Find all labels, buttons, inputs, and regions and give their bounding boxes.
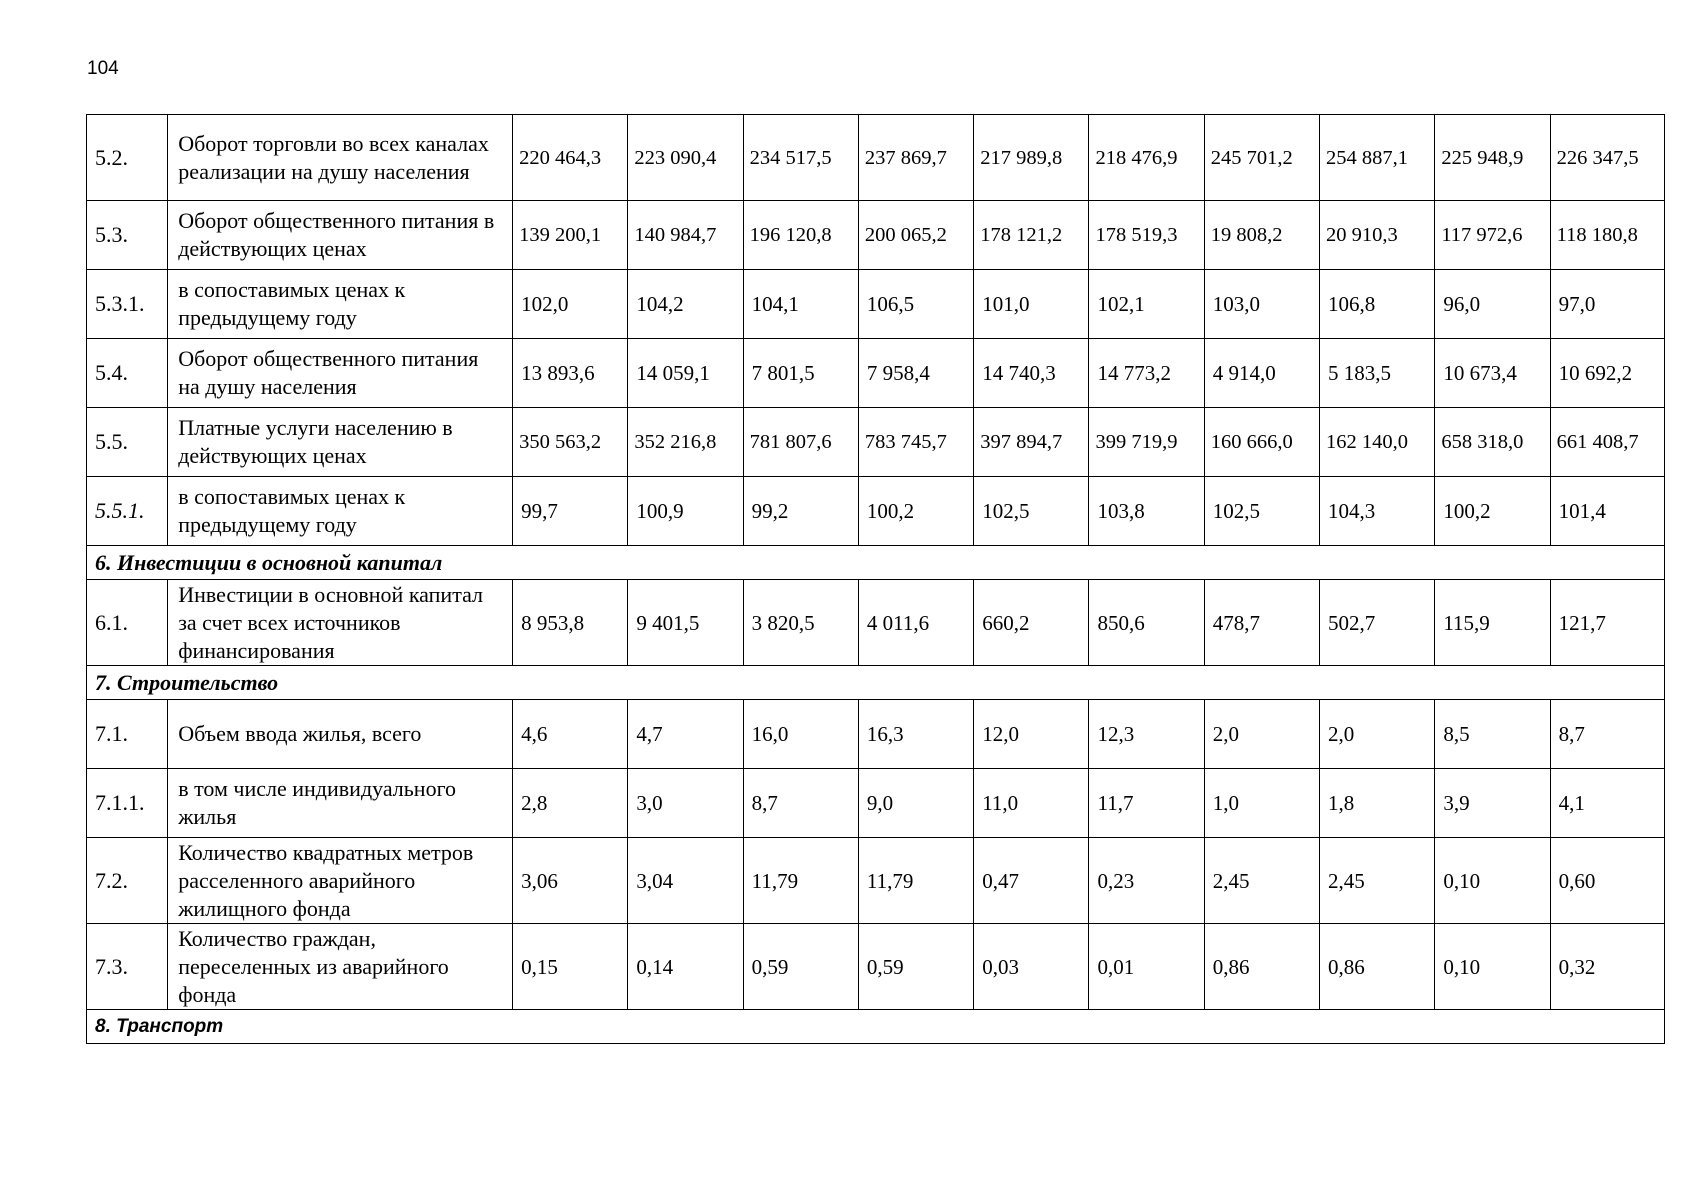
value-cell: 5 183,5 <box>1320 339 1435 408</box>
row-description: в сопоставимых ценах к предыдущему году <box>168 270 513 339</box>
value-cell: 254 887,1 <box>1320 115 1435 201</box>
table-row <box>87 477 1665 546</box>
value-cell: 237 869,7 <box>858 115 973 201</box>
table-row <box>87 339 1665 408</box>
value-cell: 245 701,2 <box>1204 115 1319 201</box>
value-cell: 103,8 <box>1089 477 1204 546</box>
value-cell: 97,0 <box>1550 270 1664 339</box>
value-cell: 3,0 <box>628 769 743 838</box>
value-cell: 121,7 <box>1550 580 1664 666</box>
value-cell: 102,5 <box>974 477 1089 546</box>
value-cell: 2,45 <box>1204 838 1319 924</box>
value-cell: 196 120,8 <box>743 201 858 270</box>
value-cell: 220 464,3 <box>513 115 628 201</box>
table-row <box>87 580 1665 666</box>
value-cell: 96,0 <box>1435 270 1550 339</box>
row-description: Количество граждан, переселенных из аварийного фонда <box>168 924 513 1010</box>
value-cell: 0,86 <box>1204 924 1319 1010</box>
row-description: Инвестиции в основной капитал за счет всех источников финансирования <box>168 580 513 666</box>
row-description: Оборот общественного питания на душу населения <box>168 339 513 408</box>
value-cell: 10 692,2 <box>1550 339 1664 408</box>
table-row <box>87 408 1665 477</box>
row-number: 5.5.1. <box>87 477 168 546</box>
row-number: 5.4. <box>87 339 168 408</box>
page-number: 104 <box>87 58 119 79</box>
value-cell: 19 808,2 <box>1204 201 1319 270</box>
value-cell: 3 820,5 <box>743 580 858 666</box>
value-cell: 14 740,3 <box>974 339 1089 408</box>
value-cell: 10 673,4 <box>1435 339 1550 408</box>
value-cell: 16,0 <box>743 700 858 769</box>
section-heading-transport: 8. Транспорт <box>87 1010 1665 1044</box>
value-cell: 0,23 <box>1089 838 1204 924</box>
value-cell: 352 216,8 <box>628 408 743 477</box>
row-number: 7.1.1. <box>87 769 168 838</box>
value-cell: 658 318,0 <box>1435 408 1550 477</box>
row-number: 6.1. <box>87 580 168 666</box>
value-cell: 117 972,6 <box>1435 201 1550 270</box>
row-description: Оборот торговли во всех каналах реализации на душу населения <box>168 115 513 201</box>
value-cell: 102,0 <box>513 270 628 339</box>
value-cell: 3,06 <box>513 838 628 924</box>
value-cell: 0,32 <box>1550 924 1664 1010</box>
table-row <box>87 838 1665 924</box>
value-cell: 11,0 <box>974 769 1089 838</box>
value-cell: 4,6 <box>513 700 628 769</box>
value-cell: 103,0 <box>1204 270 1319 339</box>
row-description: Объем ввода жилья, всего <box>168 700 513 769</box>
value-cell: 99,7 <box>513 477 628 546</box>
value-cell: 2,0 <box>1204 700 1319 769</box>
row-number: 5.5. <box>87 408 168 477</box>
value-cell: 0,59 <box>743 924 858 1010</box>
value-cell: 14 773,2 <box>1089 339 1204 408</box>
value-cell: 350 563,2 <box>513 408 628 477</box>
value-cell: 8,7 <box>743 769 858 838</box>
value-cell: 4 011,6 <box>858 580 973 666</box>
value-cell: 0,14 <box>628 924 743 1010</box>
value-cell: 118 180,8 <box>1550 201 1664 270</box>
value-cell: 13 893,6 <box>513 339 628 408</box>
table-row <box>87 769 1665 838</box>
table-row <box>87 201 1665 270</box>
value-cell: 0,01 <box>1089 924 1204 1010</box>
row-description: Количество квадратных метров расселенного аварийного жилищного фонда <box>168 838 513 924</box>
value-cell: 178 121,2 <box>974 201 1089 270</box>
value-cell: 7 958,4 <box>858 339 973 408</box>
value-cell: 100,2 <box>858 477 973 546</box>
value-cell: 223 090,4 <box>628 115 743 201</box>
value-cell: 101,0 <box>974 270 1089 339</box>
value-cell: 661 408,7 <box>1550 408 1664 477</box>
value-cell: 20 910,3 <box>1320 201 1435 270</box>
value-cell: 4 914,0 <box>1204 339 1319 408</box>
value-cell: 7 801,5 <box>743 339 858 408</box>
value-cell: 106,5 <box>858 270 973 339</box>
value-cell: 660,2 <box>974 580 1089 666</box>
value-cell: 9 401,5 <box>628 580 743 666</box>
value-cell: 160 666,0 <box>1204 408 1319 477</box>
value-cell: 178 519,3 <box>1089 201 1204 270</box>
data-table <box>86 114 1665 1044</box>
value-cell: 11,79 <box>858 838 973 924</box>
value-cell: 115,9 <box>1435 580 1550 666</box>
value-cell: 104,2 <box>628 270 743 339</box>
value-cell: 0,59 <box>858 924 973 1010</box>
value-cell: 226 347,5 <box>1550 115 1664 201</box>
value-cell: 11,7 <box>1089 769 1204 838</box>
row-description: Оборот общественного питания в действующих ценах <box>168 201 513 270</box>
value-cell: 0,10 <box>1435 838 1550 924</box>
row-number: 5.3. <box>87 201 168 270</box>
row-description: в сопоставимых ценах к предыдущему году <box>168 477 513 546</box>
value-cell: 12,3 <box>1089 700 1204 769</box>
table-row <box>87 924 1665 1010</box>
section-heading-construction: 7. Строительство <box>87 666 1665 700</box>
value-cell: 3,04 <box>628 838 743 924</box>
value-cell: 218 476,9 <box>1089 115 1204 201</box>
value-cell: 1,8 <box>1320 769 1435 838</box>
value-cell: 8,5 <box>1435 700 1550 769</box>
value-cell: 2,0 <box>1320 700 1435 769</box>
value-cell: 2,45 <box>1320 838 1435 924</box>
value-cell: 11,79 <box>743 838 858 924</box>
value-cell: 102,1 <box>1089 270 1204 339</box>
value-cell: 0,03 <box>974 924 1089 1010</box>
value-cell: 100,2 <box>1435 477 1550 546</box>
value-cell: 100,9 <box>628 477 743 546</box>
row-number: 5.3.1. <box>87 270 168 339</box>
section-heading-investments: 6. Инвестиции в основной капитал <box>87 546 1665 580</box>
value-cell: 106,8 <box>1320 270 1435 339</box>
value-cell: 99,2 <box>743 477 858 546</box>
value-cell: 9,0 <box>858 769 973 838</box>
row-number: 7.1. <box>87 700 168 769</box>
value-cell: 200 065,2 <box>858 201 973 270</box>
value-cell: 139 200,1 <box>513 201 628 270</box>
value-cell: 104,3 <box>1320 477 1435 546</box>
value-cell: 502,7 <box>1320 580 1435 666</box>
value-cell: 101,4 <box>1550 477 1664 546</box>
value-cell: 0,47 <box>974 838 1089 924</box>
value-cell: 1,0 <box>1204 769 1319 838</box>
value-cell: 8 953,8 <box>513 580 628 666</box>
row-description: Платные услуги населению в действующих ценах <box>168 408 513 477</box>
value-cell: 478,7 <box>1204 580 1319 666</box>
value-cell: 2,8 <box>513 769 628 838</box>
value-cell: 0,60 <box>1550 838 1664 924</box>
value-cell: 162 140,0 <box>1320 408 1435 477</box>
value-cell: 102,5 <box>1204 477 1319 546</box>
value-cell: 0,10 <box>1435 924 1550 1010</box>
value-cell: 850,6 <box>1089 580 1204 666</box>
value-cell: 234 517,5 <box>743 115 858 201</box>
value-cell: 217 989,8 <box>974 115 1089 201</box>
value-cell: 4,1 <box>1550 769 1664 838</box>
value-cell: 225 948,9 <box>1435 115 1550 201</box>
value-cell: 140 984,7 <box>628 201 743 270</box>
row-description: в том числе индивидуального жилья <box>168 769 513 838</box>
table-row <box>87 270 1665 339</box>
row-number: 7.3. <box>87 924 168 1010</box>
value-cell: 16,3 <box>858 700 973 769</box>
value-cell: 12,0 <box>974 700 1089 769</box>
row-number: 5.2. <box>87 115 168 201</box>
value-cell: 397 894,7 <box>974 408 1089 477</box>
value-cell: 14 059,1 <box>628 339 743 408</box>
value-cell: 8,7 <box>1550 700 1664 769</box>
row-number: 7.2. <box>87 838 168 924</box>
value-cell: 399 719,9 <box>1089 408 1204 477</box>
table-row <box>87 700 1665 769</box>
value-cell: 4,7 <box>628 700 743 769</box>
value-cell: 0,86 <box>1320 924 1435 1010</box>
value-cell: 0,15 <box>513 924 628 1010</box>
table-row <box>87 115 1665 201</box>
value-cell: 783 745,7 <box>858 408 973 477</box>
value-cell: 781 807,6 <box>743 408 858 477</box>
value-cell: 3,9 <box>1435 769 1550 838</box>
value-cell: 104,1 <box>743 270 858 339</box>
